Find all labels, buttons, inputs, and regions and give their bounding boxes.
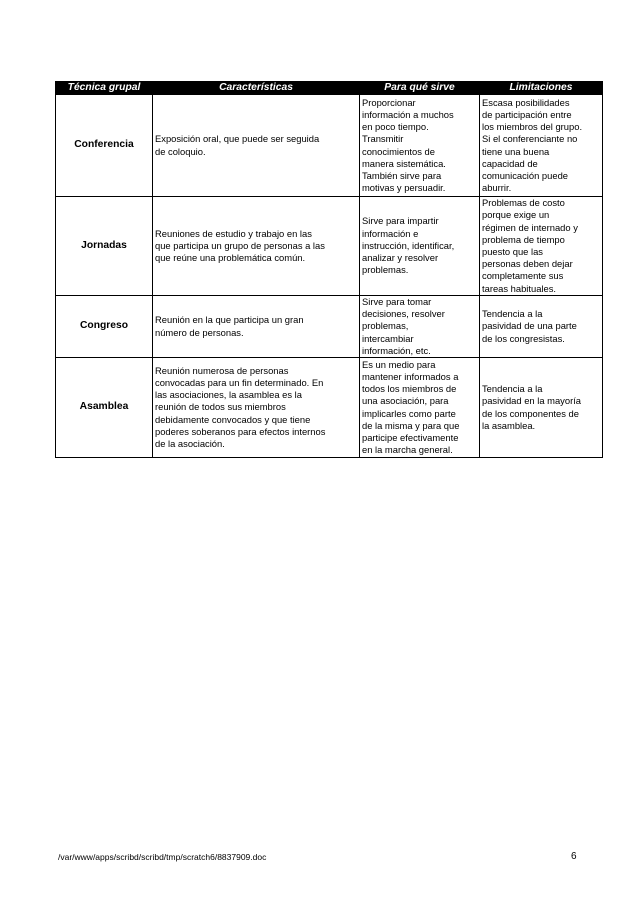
caracteristicas-text: Reunión numerosa de personas convocadas para un fin determinado. En las asociaciones, la asamblea es la reunión de todos sus miembros debidamente convocados y que tiene poderes soberanos para efectos internos de la asociación.: [155, 364, 326, 450]
header-tecnica-grupal: Técnica grupal: [56, 82, 153, 95]
footer-file-path: /var/www/apps/scribd/scribd/tmp/scratch6/8837909.doc: [58, 852, 267, 862]
para-que-sirve-text: Es un medio para mantener informados a todos los miembros de una asociación, para implicarles como parte de la misma y para que participe efectivamente en la marcha general.: [362, 358, 460, 456]
tecnica-cell: Congreso: [56, 296, 153, 358]
limitaciones-text: Tendencia a la pasividad en la mayoría de los componentes de la asamblea.: [482, 383, 582, 431]
limitaciones-cell: [480, 358, 603, 458]
para-que-sirve-cell: [360, 358, 480, 458]
limitaciones-text: Escasa posibilidades de participación entre los miembros del grupo. Si el conferenciante no tiene una buena capacidad de comunicación puede aburrir.: [482, 96, 583, 194]
para-que-sirve-cell: [360, 95, 480, 197]
table-row: [56, 358, 603, 458]
table-row: [56, 197, 603, 296]
tecnica-cell: Jornadas: [56, 197, 153, 296]
caracteristicas-cell: [153, 95, 360, 197]
caracteristicas-cell: [153, 358, 360, 458]
page-number: 6: [571, 851, 577, 862]
header-limitaciones: Limitaciones: [480, 82, 603, 95]
para-que-sirve-cell: [360, 296, 480, 358]
limitaciones-cell: [480, 296, 603, 358]
tecnica-cell: Conferencia: [56, 95, 153, 197]
limitaciones-text: Tendencia a la pasividad de una parte de los congresistas.: [482, 308, 577, 344]
para-que-sirve-text: Sirve para impartir información e instrucción, identificar, analizar y resolver problemas.: [362, 215, 455, 276]
para-que-sirve-cell: [360, 197, 480, 296]
tecnica-cell: Asamblea: [56, 358, 153, 458]
header-caracteristicas: Características: [153, 82, 360, 95]
table-header-row: [56, 82, 603, 95]
para-que-sirve-text: Proporcionar información a muchos en poco tiempo. Transmitir conocimientos de manera sistemática. También sirve para motivas y persuadir.: [362, 96, 454, 194]
caracteristicas-text: Reunión en la que participa un gran número de personas.: [155, 314, 304, 338]
header-para-que-sirve: Para qué sirve: [360, 82, 480, 95]
caracteristicas-text: Exposición oral, que puede ser seguida de coloquio.: [155, 133, 320, 157]
para-que-sirve-text: Sirve para tomar decisiones, resolver problemas, intercambiar información, etc.: [362, 296, 445, 356]
limitaciones-text: Problemas de costo porque exige un régimen de internado y problema de tiempo puesto que las personas deben dejar completamente sus tareas habituales.: [482, 197, 578, 294]
limitaciones-cell: [480, 197, 603, 296]
caracteristicas-text: Reuniones de estudio y trabajo en las que participa un grupo de personas a las que reúne una problemática común.: [155, 227, 325, 264]
techniques-table: [55, 81, 603, 458]
table-row: [56, 95, 603, 197]
caracteristicas-cell: [153, 197, 360, 296]
table-row: [56, 296, 603, 358]
caracteristicas-cell: [153, 296, 360, 358]
limitaciones-cell: [480, 95, 603, 197]
